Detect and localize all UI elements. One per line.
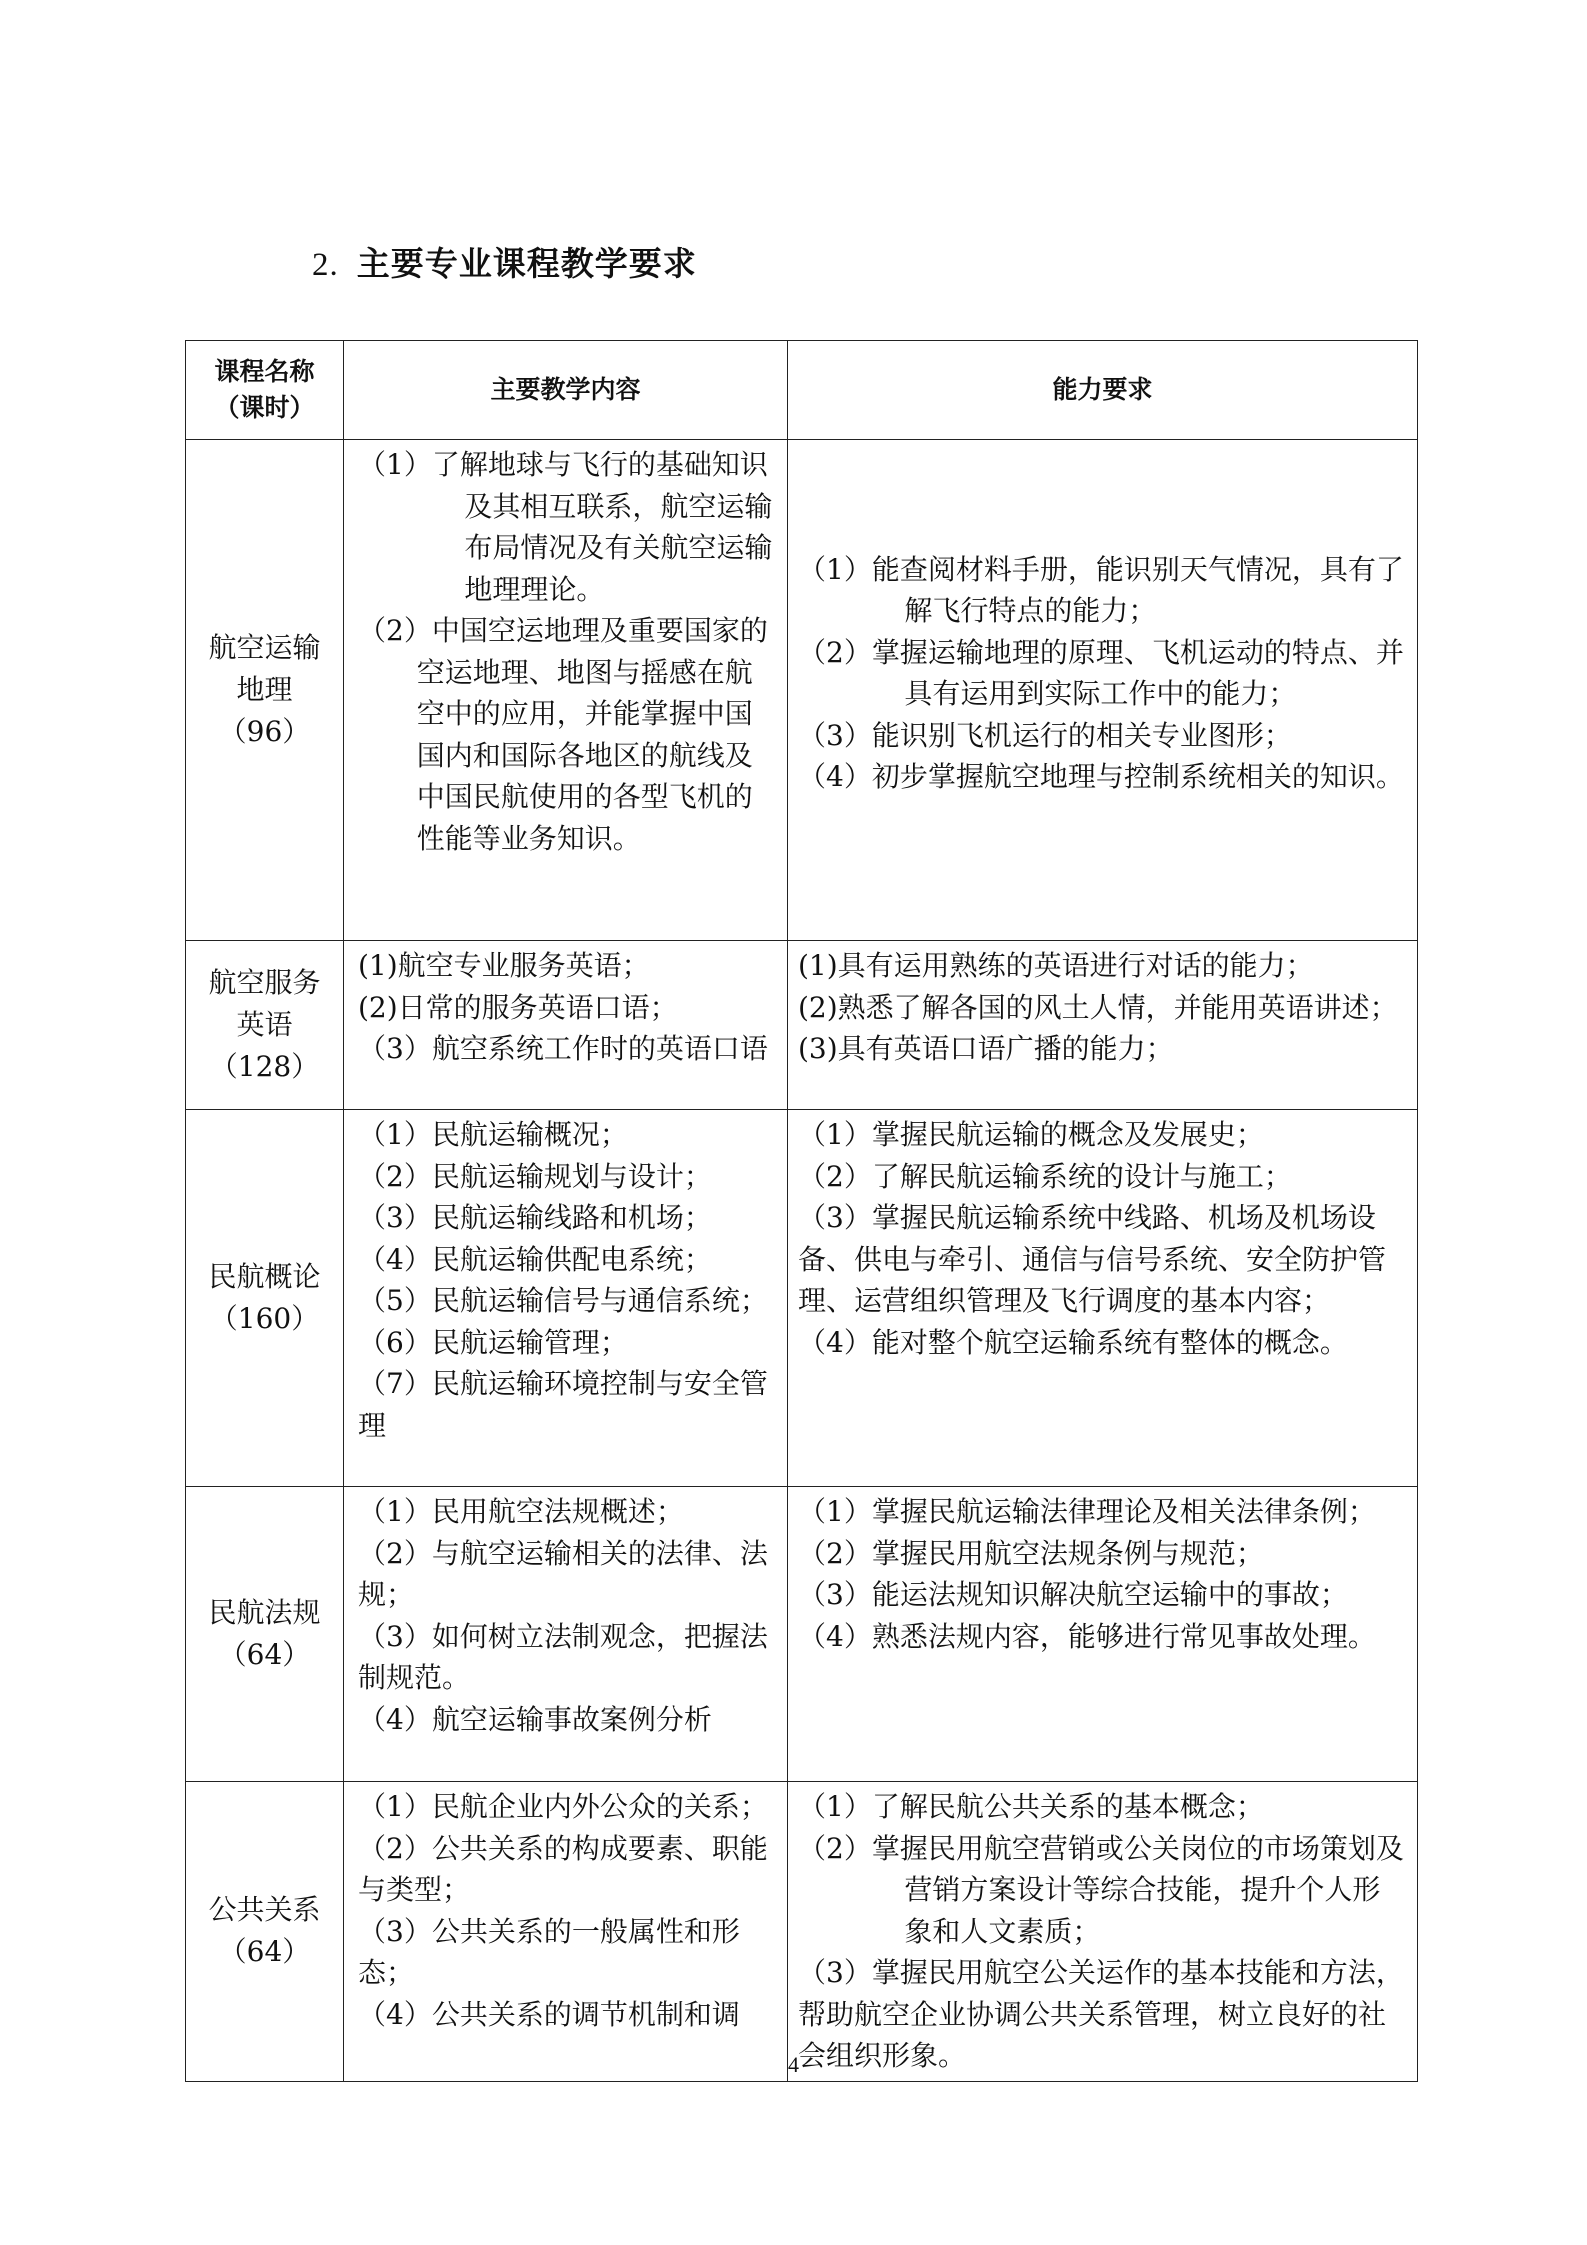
section-number: 2. — [312, 247, 339, 283]
section-heading — [312, 238, 697, 285]
table-row — [186, 1487, 1418, 1782]
ability-item: （2）掌握运输地理的原理、飞机运动的特点、并具有运用到实际工作中的能力； — [798, 635, 1404, 710]
content-item: （2）公共关系的构成要素、职能与类型； — [358, 1831, 768, 1906]
ability-item: （3）掌握民航运输系统中线路、机场及机场设备、供电与牵引、通信与信号系统、安全防护管理、运营组织管理及飞行调度的基本内容； — [798, 1201, 1387, 1317]
course-requirements-table — [185, 340, 1418, 2082]
ability-cell — [788, 1487, 1418, 1782]
ability-item: （4）初步掌握航空地理与控制系统相关的知识。 — [798, 760, 1404, 793]
ability-item: (1)具有运用熟练的英语进行对话的能力； — [798, 949, 1314, 982]
ability-item: （2）掌握民用航空法规条例与规范； — [798, 1536, 1264, 1570]
table-row — [186, 941, 1418, 1110]
content-item: （1）民航运输概况； — [358, 1118, 628, 1151]
content-item: （4）公共关系的调节机制和调 — [358, 1997, 740, 2031]
course-name-cell — [186, 941, 344, 1110]
course-name-line: 公共关系 — [208, 1893, 321, 1927]
course-name-line: 民航概论 — [208, 1260, 321, 1293]
content-cell — [344, 440, 788, 941]
ability-cell — [788, 1110, 1418, 1487]
content-item: （3）公共关系的一般属性和形态； — [358, 1914, 740, 1989]
table-row — [186, 440, 1418, 941]
course-hours: （96） — [218, 715, 311, 748]
course-name-cell — [186, 1110, 344, 1487]
ability-item: (2)熟悉了解各国的风土人情，并能用英语讲述； — [798, 990, 1398, 1024]
content-cell — [344, 941, 788, 1110]
content-item: (1)航空专业服务英语； — [358, 949, 650, 982]
course-name-cell — [186, 1782, 344, 2082]
course-name-line: 航空服务 — [208, 966, 321, 999]
header-course-name — [186, 341, 344, 440]
ability-item: （4）能对整个航空运输系统有整体的概念。 — [798, 1325, 1348, 1359]
content-item: (2)日常的服务英语口语； — [358, 990, 678, 1024]
content-cell — [344, 1782, 788, 2082]
course-hours: （64） — [218, 1638, 311, 1671]
course-hours: （64） — [218, 1935, 311, 1969]
ability-cell — [788, 440, 1418, 941]
content-item: （1）民航企业内外公众的关系； — [358, 1790, 768, 1823]
content-item: （3）如何树立法制观念，把握法制规范。 — [358, 1619, 768, 1694]
table-row — [186, 1110, 1418, 1487]
section-title: 主要专业课程教学要求 — [356, 244, 697, 283]
ability-item: （1）能查阅材料手册，能识别天气情况，具有了解飞行特点的能力； — [798, 552, 1404, 627]
course-name-line: 英语 — [236, 1008, 293, 1041]
header-content: 主要教学内容 — [344, 341, 788, 440]
content-item: （2）民航运输规划与设计； — [358, 1159, 712, 1193]
header-course-hours-label: （课时） — [214, 393, 315, 422]
course-hours: （160） — [209, 1302, 320, 1335]
ability-item: （3）掌握民用航空公关运作的基本技能和方法，帮助航空企业协调公共关系管理，树立良好的社会组织形象。 — [798, 1956, 1404, 2072]
ability-cell — [788, 941, 1418, 1110]
ability-item: （1）掌握民航运输法律理论及相关法律条例； — [798, 1495, 1376, 1528]
ability-item: （4）熟悉法规内容，能够进行常见事故处理。 — [798, 1619, 1376, 1653]
ability-item: (3)具有英语口语广播的能力； — [798, 1032, 1174, 1065]
ability-item: （1）了解民航公共关系的基本概念； — [798, 1790, 1264, 1823]
content-item: （2）与航空运输相关的法律、法规； — [358, 1536, 768, 1611]
content-item: （4）航空运输事故案例分析 — [358, 1702, 712, 1736]
ability-item: （2）了解民航运输系统的设计与施工； — [798, 1159, 1292, 1193]
content-item: （1）了解地球与飞行的基础知识及其相互联系，航空运输布局情况及有关航空运输地理理论。 — [358, 448, 773, 606]
content-cell — [344, 1110, 788, 1487]
content-item: （3）民航运输线路和机场； — [358, 1201, 712, 1234]
course-name-cell — [186, 1487, 344, 1782]
content-item: （2）中国空运地理及重要国家的空运地理、地图与摇感在航空中的应用，并能掌握中国国内和国际各地区的航线及中国民航使用的各型飞机的性能等业务知识。 — [358, 614, 768, 855]
content-item: （3）航空系统工作时的英语口语 — [358, 1032, 768, 1065]
ability-item: （3）能运法规知识解决航空运输中的事故； — [798, 1578, 1348, 1611]
content-item: （6）民航运输管理； — [358, 1325, 628, 1359]
page-number: 4 — [788, 2052, 799, 2077]
ability-item: （1）掌握民航运输的概念及发展史； — [798, 1118, 1264, 1151]
content-item: （1）民用航空法规概述； — [358, 1495, 684, 1528]
header-course-name-label: 课程名称 — [214, 357, 315, 386]
content-item: （7）民航运输环境控制与安全管理 — [358, 1367, 768, 1442]
header-ability: 能力要求 — [788, 341, 1418, 440]
course-name-cell — [186, 440, 344, 941]
table-header-row — [186, 341, 1418, 440]
course-name-line: 地理 — [236, 673, 293, 706]
ability-cell — [788, 1782, 1418, 2082]
course-hours: （128） — [209, 1050, 320, 1083]
table-row — [186, 1782, 1418, 2082]
content-cell — [344, 1487, 788, 1782]
content-item: （4）民航运输供配电系统； — [358, 1242, 712, 1276]
course-name-line: 航空运输 — [208, 631, 321, 664]
ability-item: （3）能识别飞机运行的相关专业图形； — [798, 718, 1292, 752]
course-name-line: 民航法规 — [208, 1596, 321, 1629]
ability-item: （2）掌握民用航空营销或公关岗位的市场策划及营销方案设计等综合技能，提升个人形象和人文素质； — [798, 1831, 1404, 1948]
content-item: （5）民航运输信号与通信系统； — [358, 1284, 768, 1317]
